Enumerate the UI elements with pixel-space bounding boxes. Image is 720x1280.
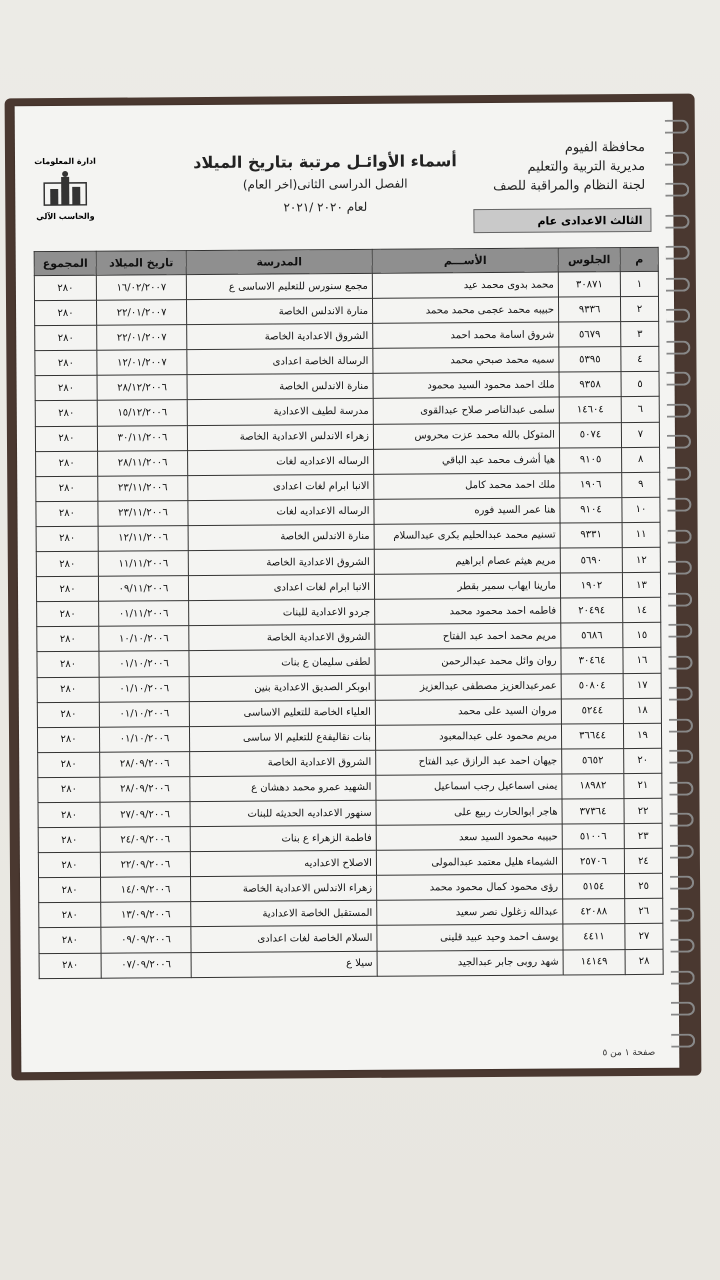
cell-seat: ٩٣٣٦	[558, 297, 620, 323]
cell-seat: ١٩٠٦	[560, 472, 622, 498]
cell-school: الشهيد عمرو محمد دهشان ع	[190, 775, 376, 801]
cell-dob: ١٥/١٢/٢٠٠٦	[97, 400, 187, 426]
cell-total: ٢٨٠	[37, 601, 99, 627]
cell-school: الرساله الاعداديه لغات	[188, 449, 374, 475]
cell-seat: ٤٢٠٨٨	[563, 899, 625, 925]
binding-ring-icon	[668, 655, 692, 669]
cell-dob: ٠١/١١/٢٠٠٦	[99, 601, 189, 627]
header-total: المجموع	[34, 251, 96, 275]
cell-num: ١٠	[622, 497, 660, 522]
cell-school: جردو الاعدادية للبنات	[189, 600, 375, 626]
binding-ring-icon	[667, 466, 691, 480]
cell-num: ٢٦	[625, 899, 663, 924]
cell-seat: ٣٧٣٦٤	[562, 799, 624, 825]
page-number: صفحة ١ من ٥	[602, 1047, 656, 1059]
binding-ring-icon	[670, 876, 694, 890]
binding-ring-icon	[665, 151, 689, 165]
cell-name: سميه محمد صبحي محمد	[373, 347, 559, 373]
cell-school: سيلا ع	[191, 951, 377, 977]
cell-name: محمد بدوى محمد عيد	[372, 272, 558, 298]
binding-ring-icon	[666, 277, 690, 291]
document-page	[15, 102, 680, 1073]
cell-dob: ١٤/٠٩/٢٠٠٦	[101, 877, 191, 903]
cell-total: ٢٨٠	[36, 501, 98, 527]
page-title: أسماء الأوائـل مرتبة بتاريخ الميلاد	[193, 151, 457, 173]
cell-num: ٥	[621, 372, 659, 397]
binding-ring-icon	[667, 403, 691, 417]
binding-ring-icon	[667, 372, 691, 386]
cell-seat: ٣٦٦٤٤	[561, 723, 623, 749]
binding-ring-icon	[669, 781, 693, 795]
cell-school: العلياء الخاصة للتعليم الاساسى	[189, 700, 375, 726]
cell-total: ٢٨٠	[35, 426, 97, 452]
grade-label: الثالث الاعدادى عام	[473, 208, 651, 233]
binding-ring-icon	[670, 844, 694, 858]
cell-total: ٢٨٠	[35, 401, 97, 427]
cell-seat: ٥٦٧٩	[559, 322, 621, 348]
cell-total: ٢٨٠	[38, 852, 100, 878]
cell-name: تسنيم محمد عبدالحليم بكرى عبدالسلام	[374, 523, 560, 549]
cell-school: الرساله الاعداديه لغات	[188, 499, 374, 525]
term-text: الفصل الدراسى الثانى(اخر العام)	[242, 176, 408, 192]
cell-school: مدرسة لطيف الاعدادية	[187, 399, 373, 425]
cell-num: ٢٨	[625, 949, 663, 974]
binding-ring-icon	[671, 970, 695, 984]
cell-school: فاطمة الزهراء ع بنات	[190, 825, 376, 851]
cell-num: ٣	[621, 322, 659, 347]
cell-dob: ١٣/٠٩/٢٠٠٦	[101, 902, 191, 928]
cell-num: ٨	[622, 447, 660, 472]
cell-school: الانبا ابرام لغات اعدادى	[188, 574, 374, 600]
students-table	[34, 247, 664, 979]
cell-school: السلام الخاصة لغات اعدادى	[191, 926, 377, 952]
cell-seat: ٥١٠٠٦	[562, 824, 624, 850]
cell-seat: ٩١٠٤	[560, 497, 622, 523]
cell-num: ٢٠	[624, 748, 662, 773]
cell-seat: ٢٠٤٩٤	[561, 598, 623, 624]
cell-dob: ٠٩/١١/٢٠٠٦	[98, 576, 188, 602]
cell-dob: ٢٨/١١/٢٠٠٦	[98, 450, 188, 476]
cell-name: هاجر ابوالحارث ربيع على	[376, 799, 562, 825]
cell-seat: ٤٤١١	[563, 924, 625, 950]
cell-school: الشروق الاعدادية الخاصة	[189, 625, 375, 651]
cell-name: ملك احمد محمود السيد محمود	[373, 372, 559, 398]
cell-num: ٢٥	[625, 874, 663, 899]
binding-ring-icon	[667, 435, 691, 449]
cell-seat: ٣٠٨٧١	[558, 272, 620, 298]
cell-name: شروق اسامة محمد احمد	[373, 322, 559, 348]
header-seat: الجلوس	[558, 248, 620, 272]
binding-ring-icon	[668, 529, 692, 543]
cell-name: يمنى اسماعيل رجب اسماعيل	[376, 774, 562, 800]
cell-num: ٢١	[624, 773, 662, 798]
cell-total: ٢٨٠	[39, 903, 101, 929]
logo	[29, 156, 101, 223]
binding-ring-icon	[671, 1002, 695, 1016]
cell-seat: ٩٣٥٨	[559, 372, 621, 398]
cell-dob: ٢٣/١١/٢٠٠٦	[98, 475, 188, 501]
cell-total: ٢٨٠	[37, 627, 99, 653]
binding-ring-icon	[671, 1033, 695, 1047]
cell-dob: ٢٢/٠١/٢٠٠٧	[96, 300, 186, 326]
cell-num: ١٩	[623, 723, 661, 748]
cell-num: ٢٤	[624, 848, 662, 873]
cell-dob: ١٢/١١/٢٠٠٦	[98, 526, 188, 552]
cell-school: بنات نقاليفةع للتعليم الا ساسى	[189, 725, 375, 751]
cell-num: ٤	[621, 347, 659, 372]
cell-name: حبيبه محمود السيد سعد	[376, 824, 562, 850]
cell-seat: ٥١٥٤	[563, 874, 625, 900]
cell-total: ٢٨٠	[34, 300, 96, 326]
cell-school: ابوبكر الصديق الاعدادية بنين	[189, 675, 375, 701]
cell-school: زهراء الاندلس الاعدادية الخاصة	[187, 424, 373, 450]
cell-seat: ٥٣٩٥	[559, 347, 621, 373]
cell-total: ٢٨٠	[38, 752, 100, 778]
cell-dob: ٢٢/٠٩/٢٠٠٦	[100, 852, 190, 878]
cell-name: الشيماء هليل معتمد عبدالمولى	[376, 849, 562, 875]
cell-school: الاصلاح الاعداديه	[190, 850, 376, 876]
cell-num: ١٧	[623, 673, 661, 698]
cell-total: ٢٨٠	[37, 652, 99, 678]
cell-school: مجمع سنورس للتعليم الاساسى ع	[186, 273, 372, 299]
cell-total: ٢٨٠	[36, 551, 98, 577]
cell-name: ملك احمد محمد كامل	[374, 473, 560, 499]
binding-ring-icon	[668, 592, 692, 606]
cell-name: عمرعبدالعزيز مصطفى عبدالعزيز	[375, 674, 561, 700]
cell-total: ٢٨٠	[39, 928, 101, 954]
cell-total: ٢٨٠	[39, 877, 101, 903]
cell-dob: ١٠/١٠/٢٠٠٦	[99, 626, 189, 652]
cell-seat: ٥٦٨٦	[561, 623, 623, 649]
cell-name: مارينا ايهاب سمير بقطر	[374, 573, 560, 599]
cell-dob: ٠٩/٠٩/٢٠٠٦	[101, 927, 191, 953]
cell-name: جيهان احمد عبد الرازق عبد الفتاح	[376, 749, 562, 775]
binding-ring-icon	[670, 813, 694, 827]
cell-dob: ٢٨/١٢/٢٠٠٦	[97, 375, 187, 401]
cell-dob: ٢٨/٠٩/٢٠٠٦	[100, 776, 190, 802]
cell-total: ٢٨٠	[35, 325, 97, 351]
cell-num: ٢٧	[625, 924, 663, 949]
cell-name: مريم هيثم عصام ابراهيم	[374, 548, 560, 574]
cell-num: ٢	[620, 296, 658, 321]
cell-num: ٦	[621, 397, 659, 422]
cell-name: شهد روبى جابر عبدالجيد	[377, 950, 563, 976]
cell-total: ٢٨٠	[34, 275, 96, 301]
cell-name: يوسف احمد وحيد عبيد قلينى	[377, 924, 563, 950]
cell-num: ١	[620, 271, 658, 296]
cell-name: عبدالله زغلول نصر سعيد	[377, 899, 563, 925]
cell-seat: ٩١٠٥	[560, 447, 622, 473]
binding-ring-icon	[666, 309, 690, 323]
cell-total: ٢٨٠	[37, 677, 99, 703]
header-dob: تاريخ الميلاد	[96, 251, 186, 276]
cell-name: هيا أشرف محمد عبد الباقي	[374, 448, 560, 474]
cell-num: ٢٢	[624, 798, 662, 823]
cell-dob: ٠١/١٠/٢٠٠٦	[99, 726, 189, 752]
cell-school: لطفى سليمان ع بنات	[189, 650, 375, 676]
header-school: المدرسة	[186, 249, 372, 274]
cell-name: فاطمه احمد محمود محمد	[375, 598, 561, 624]
cell-num: ٩	[622, 472, 660, 497]
cell-total: ٢٨٠	[36, 526, 98, 552]
binding-ring-icon	[668, 561, 692, 575]
cell-dob: ٠١/١٠/٢٠٠٦	[99, 676, 189, 702]
cell-school: زهراء الاندلس الاعدادية الخاصة	[191, 876, 377, 902]
cell-seat: ٥٦٥٢	[562, 748, 624, 774]
cell-num: ٧	[621, 422, 659, 447]
table-row	[39, 949, 663, 978]
cell-dob: ١٢/٠١/٢٠٠٧	[97, 350, 187, 376]
header-authority	[475, 138, 645, 196]
cell-dob: ٠٧/٠٩/٢٠٠٦	[101, 952, 191, 978]
cell-seat: ٥٦٩٠	[560, 548, 622, 574]
header-name: الأســـم	[372, 248, 558, 273]
cell-num: ١٥	[623, 623, 661, 648]
governorate-text: محافظة الفيوم	[564, 139, 645, 156]
binding-ring-icon	[665, 214, 689, 228]
cell-school: الشروق الاعدادية الخاصة	[190, 750, 376, 776]
cell-name: سلمى عبدالناصر صلاح عبدالقوى	[373, 397, 559, 423]
cell-dob: ٢٨/٠٩/٢٠٠٦	[100, 751, 190, 777]
binding-ring-icon	[665, 120, 689, 134]
binding-ring-icon	[666, 340, 690, 354]
cell-seat: ٥٠٨٠٤	[561, 673, 623, 699]
binding-ring-icon	[668, 624, 692, 638]
logo-bottom-text: والحاسب الآلي	[36, 211, 95, 222]
header-num: م	[620, 247, 658, 271]
cell-school: الشروق الاعدادية الخاصة	[188, 549, 374, 575]
cell-dob: ١٦/٠٢/٢٠٠٧	[96, 275, 186, 301]
year-text: لعام ٢٠٢٠ /٢٠٢١	[283, 199, 368, 215]
cell-total: ٢٨٠	[36, 576, 98, 602]
cell-seat: ٩٣٣١	[560, 523, 622, 549]
cell-num: ٢٣	[624, 823, 662, 848]
logo-top-text: ادارة المعلومات	[34, 156, 96, 167]
cell-dob: ٣٠/١١/٢٠٠٦	[97, 425, 187, 451]
cell-dob: ٢٣/١١/٢٠٠٦	[98, 500, 188, 526]
cell-seat: ٢٥٧٠٦	[562, 849, 624, 875]
binding-ring-icon	[665, 183, 689, 197]
cell-name: حبيبه محمد عجمى محمد محمد	[372, 297, 558, 323]
cell-seat: ١٤١٤٩	[563, 949, 625, 975]
cell-school: منارة الاندلس الخاصة	[188, 524, 374, 550]
binding-ring-icon	[670, 907, 694, 921]
binding-ring-icon	[666, 246, 690, 260]
cell-seat: ١٩٠٢	[560, 573, 622, 599]
cell-total: ٢٨٠	[38, 827, 100, 853]
cell-name: المتوكل بالله محمد عزت محروس	[373, 423, 559, 449]
cell-total: ٢٨٠	[36, 451, 98, 477]
header-title-block	[175, 149, 475, 221]
cell-name: مروان السيد على محمد	[375, 699, 561, 725]
cell-seat: ٥٢٤٤	[561, 698, 623, 724]
cell-name: رؤى محمود كمال محمود محمد	[377, 874, 563, 900]
cell-total: ٢٨٠	[36, 476, 98, 502]
cell-school: الشروق الاعدادية الخاصة	[187, 324, 373, 350]
cell-school: الانبا ابرام لغات اعدادى	[188, 474, 374, 500]
cell-dob: ٢٧/٠٩/٢٠٠٦	[100, 802, 190, 828]
cell-total: ٢٨٠	[35, 351, 97, 377]
cell-school: منارة الاندلس الخاصة	[186, 298, 372, 324]
committee-text: لجنة النظام والمراقبة للصف	[493, 177, 646, 194]
cell-total: ٢٨٠	[39, 953, 101, 979]
cell-seat: ٣٠٤٦٤	[561, 648, 623, 674]
binding-ring-icon	[669, 687, 693, 701]
cell-dob: ٠١/١٠/٢٠٠٦	[99, 701, 189, 727]
cell-school: سنهور الاعداديه الحديثه للبنات	[190, 800, 376, 826]
cell-num: ١٤	[623, 598, 661, 623]
cell-seat: ٥٠٧٤	[559, 422, 621, 448]
cell-school: المستقبل الخاصة الاعدادية	[191, 901, 377, 927]
cell-total: ٢٨٠	[35, 376, 97, 402]
cell-num: ١٨	[623, 698, 661, 723]
cell-name: مريم محمد احمد عبد الفتاح	[375, 623, 561, 649]
binding-ring-icon	[667, 498, 691, 512]
binding-ring-icon	[669, 718, 693, 732]
cell-total: ٢٨٠	[38, 802, 100, 828]
cell-num: ١٦	[623, 648, 661, 673]
binding-ring-icon	[669, 750, 693, 764]
cell-school: منارة الاندلس الخاصة	[187, 374, 373, 400]
cell-name: مريم محمود على عبدالمعبود	[375, 724, 561, 750]
cell-name: روان وائل محمد عبدالرحمن	[375, 648, 561, 674]
cell-total: ٢٨٠	[37, 727, 99, 753]
cell-dob: ٢٢/٠١/٢٠٠٧	[97, 325, 187, 351]
cell-num: ١١	[622, 522, 660, 547]
cell-total: ٢٨٠	[37, 702, 99, 728]
cell-num: ١٣	[622, 572, 660, 597]
cell-dob: ٠١/١٠/٢٠٠٦	[99, 651, 189, 677]
cell-total: ٢٨٠	[38, 777, 100, 803]
cell-num: ١٢	[622, 547, 660, 572]
logo-emblem-icon	[42, 169, 88, 209]
cell-dob: ٢٤/٠٩/٢٠٠٦	[100, 827, 190, 853]
cell-seat: ١٤٦٠٤	[559, 397, 621, 423]
cell-school: الرسالة الخاصة اعدادى	[187, 349, 373, 375]
cell-name: هنا عمر السيد فوره	[374, 498, 560, 524]
cell-dob: ١١/١١/٢٠٠٦	[98, 551, 188, 577]
directorate-text: مديرية التربية والتعليم	[527, 158, 646, 175]
cell-seat: ١٨٩٨٢	[562, 773, 624, 799]
binding-ring-icon	[670, 939, 694, 953]
